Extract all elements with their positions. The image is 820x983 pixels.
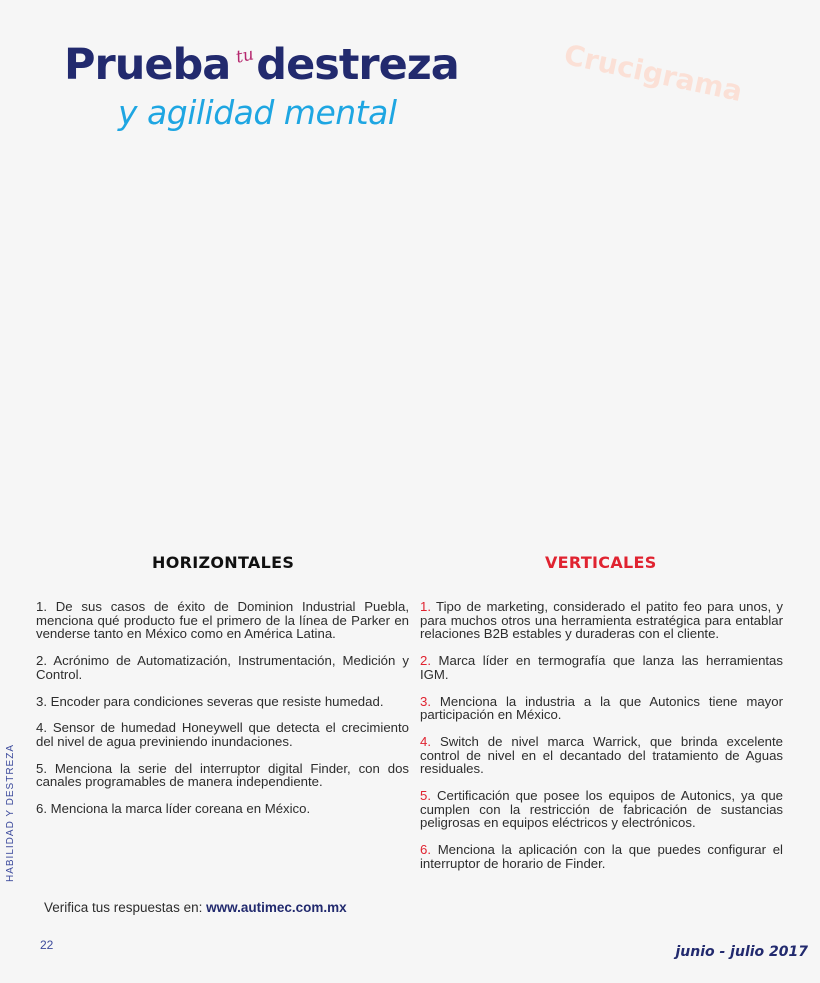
clue-number: 4. — [420, 733, 431, 749]
verify-label: Verifica tus respuestas en: — [44, 900, 207, 915]
clue-v-5 — [420, 789, 783, 830]
clue-v-1 — [420, 600, 783, 641]
clue-v-6 — [420, 843, 783, 870]
verify-answers — [44, 900, 347, 915]
clue-number: 6. — [420, 842, 431, 858]
title-part2: destreza — [256, 40, 459, 90]
clue-h-5: 5. Menciona la serie del interruptor digital Finder, con dos canales programables de manera independiente. — [36, 760, 409, 790]
clue-number: 2. — [420, 653, 431, 669]
clue-h-3: 3. Encoder para condiciones severas que resiste humedad. — [36, 693, 384, 709]
clue-text: Tipo de marketing, considerado el patito feo para unos, y para muchos otros una herramienta estratégica para entablar relaciones B2B estables y duraderas con el cliente. — [420, 599, 783, 642]
clue-v-2 — [420, 654, 783, 681]
clue-h-4: 4. Sensor de humedad Honeywell que detecta el crecimiento del nivel de agua previniendo inundaciones. — [36, 720, 409, 749]
horizontales-heading: HORIZONTALES — [152, 553, 295, 572]
page-subtitle: y agilidad mental — [118, 93, 397, 132]
horizontales-clues — [36, 600, 409, 829]
clue-h-2: 2. Acrónimo de Automatización, Instrumentación, Medición y Control. — [36, 653, 409, 682]
verify-url-link[interactable]: www.autimec.com.mx — [206, 900, 347, 915]
verticales-clues — [420, 600, 783, 884]
title-accent: tu — [234, 44, 256, 68]
section-side-label: HABILIDAD Y DESTREZA — [5, 744, 16, 882]
watermark: Crucigrama — [561, 38, 746, 108]
clue-h-6: 6. Menciona la marca líder coreana en México. — [36, 801, 311, 817]
page-number: 22 — [40, 938, 54, 952]
clue-text: Certificación que posee los equipos de Autonics, ya que cumplen con la restricción de fabricación de sustancias peligrosas en equipos eléctricos y electrónicos. — [420, 788, 783, 831]
page-title — [64, 40, 459, 90]
clue-number: 1. — [420, 599, 431, 614]
title-part1: Prueba — [64, 40, 231, 90]
clue-text: Menciona la industria a la que Autonics tiene mayor participación en México. — [420, 693, 783, 723]
verticales-heading: VERTICALES — [545, 553, 657, 572]
clue-text: Switch de nivel marca Warrick, que brinda excelente control de nivel en el decantado del tratamiento de Aguas residuales. — [420, 733, 783, 777]
clue-v-3 — [420, 695, 783, 722]
clue-number: 5. — [420, 788, 431, 804]
clue-h-1: 1. De sus casos de éxito de Dominion Industrial Puebla, menciona qué producto fue el primero de la línea de Parker en venderse tanto en México como en América Latina. — [36, 599, 409, 642]
clue-text: Marca líder en termografía que lanza las herramientas IGM. — [420, 653, 783, 682]
clue-v-4 — [420, 735, 783, 776]
clue-number: 3. — [420, 693, 431, 709]
issue-date: junio - julio 2017 — [675, 944, 808, 960]
clue-text: Menciona la aplicación con la que puedes configurar el interruptor de horario de Finder. — [420, 842, 783, 871]
